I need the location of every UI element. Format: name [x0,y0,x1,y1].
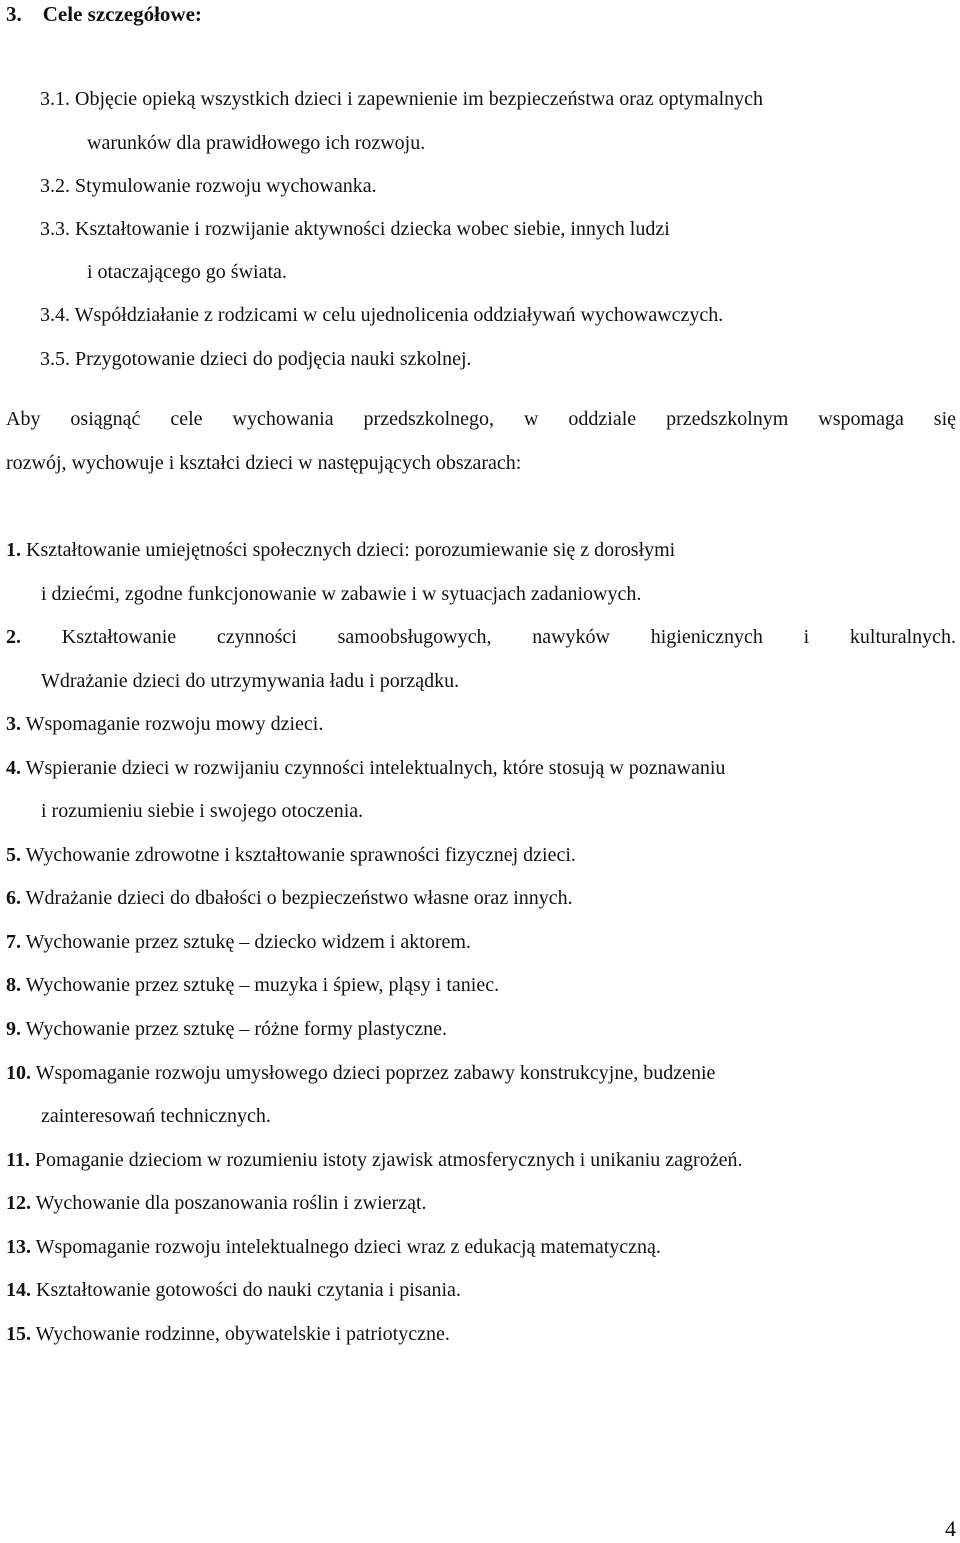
page-number: 4 [945,1516,956,1541]
section-title: Cele szczegółowe: [42,2,202,26]
sub-goal-3-4: 3.4. Współdziałanie z rodzicami w celu ujednolicenia oddziaływań wychowawczych. [40,304,724,326]
area-item-1: 1. Kształtowanie umiejętności społecznych dzieci: porozumiewanie się z dorosłymi [6,539,676,561]
sub-goal-3-1-cont: warunków dla prawidłowego ich rozwoju. [87,132,426,154]
area-item-10: 10. Wspomaganie rozwoju umysłowego dzieci poprzez zabawy konstrukcyjne, budzenie [6,1062,716,1084]
area-item-10-cont: zainteresowań technicznych. [41,1105,271,1127]
area-item-12: 12. Wychowanie dla poszanowania roślin i zwierząt. [6,1192,427,1214]
area-item-8: 8. Wychowanie przez sztukę – muzyka i śpiew, pląsy i taniec. [6,974,500,996]
sub-goal-3-1: 3.1. Objęcie opieką wszystkich dzieci i zapewnienie im bezpieczeństwa oraz optymalnych [40,88,764,110]
area-item-15: 15. Wychowanie rodzinne, obywatelskie i patriotyczne. [6,1323,450,1345]
area-item-14: 14. Kształtowanie gotowości do nauki czytania i pisania. [6,1279,461,1301]
sub-goal-3-3: 3.3. Kształtowanie i rozwijanie aktywności dziecka wobec siebie, innych ludzi [40,218,670,240]
intro-line-2: rozwój, wychowuje i kształci dzieci w następujących obszarach: [6,452,522,474]
sub-goal-3-3-cont: i otaczającego go świata. [87,261,287,283]
area-item-6: 6. Wdrażanie dzieci do dbałości o bezpieczeństwo własne oraz innych. [6,887,573,909]
area-item-13: 13. Wspomaganie rozwoju intelektualnego dzieci wraz z edukacją matematyczną. [6,1236,661,1258]
area-item-11: 11. Pomaganie dzieciom w rozumieniu istoty zjawisk atmosferycznych i unikaniu zagrożeń. [6,1149,743,1171]
area-item-3: 3. Wspomaganie rozwoju mowy dzieci. [6,713,324,735]
area-item-4-cont: i rozumieniu siebie i swojego otoczenia. [41,800,364,822]
sub-goal-3-2: 3.2. Stymulowanie rozwoju wychowanka. [40,175,377,197]
sub-goal-3-5: 3.5. Przygotowanie dzieci do podjęcia nauki szkolnej. [40,348,472,370]
intro-line-1: Aby osiągnąć cele wychowania przedszkolnego, w oddziale przedszkolnym wspomaga się [6,408,956,430]
area-item-5: 5. Wychowanie zdrowotne i kształtowanie sprawności fizycznej dzieci. [6,844,576,866]
area-item-1-cont: i dziećmi, zgodne funkcjonowanie w zabawie i w sytuacjach zadaniowych. [41,583,642,605]
section-heading [6,2,202,26]
area-item-7: 7. Wychowanie przez sztukę – dziecko widzem i aktorem. [6,931,471,953]
area-item-4: 4. Wspieranie dzieci w rozwijaniu czynności intelektualnych, które stosują w poznawaniu [6,757,726,779]
area-item-2: 2. Kształtowanie czynności samoobsługowych, nawyków higienicznych i kulturalnych. [6,626,957,648]
section-number: 3. [6,2,22,26]
area-item-9: 9. Wychowanie przez sztukę – różne formy plastyczne. [6,1018,448,1040]
area-item-2-cont: Wdrażanie dzieci do utrzymywania ładu i porządku. [41,670,460,692]
